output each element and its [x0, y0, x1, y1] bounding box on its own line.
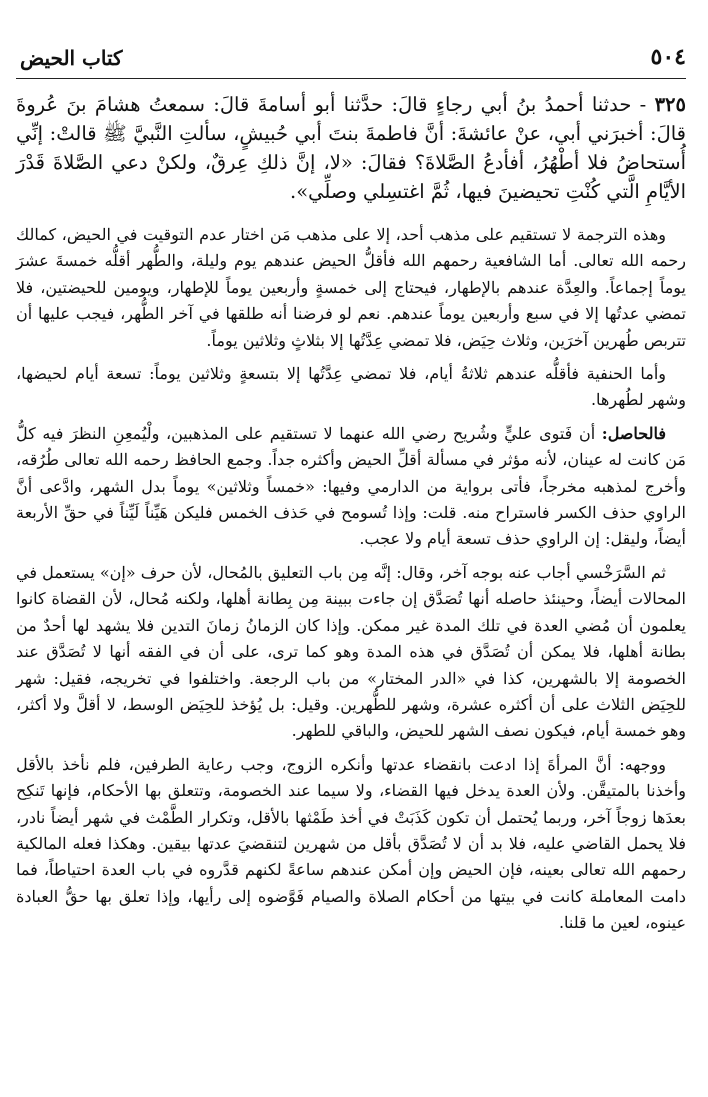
paragraph-text: ثم السَّرَخْسي أجاب عنه بوجه آخر، وقال: إنَّه مِن باب التعليق بالمُحال، لأن حرف «إن» يستعمل في المحالات أيضاً، وحينئذ حاصله أنها تُصَدَّق إن جاءت ببينة مِن بِطانة أهلها، ولكنه مُحال، لأن القضاة كانوا يعلمون أن مُضي العدة في تلك المدة غير ممكن. وإذا كان الزمانُ زمانَ التدين فلا يشهد لها أحدٌ من بطانة أهلها، فلا يمكن أن تُصَدَّق في هذه المدة وهو كما ترى، على أن في الفقه أنها لا تُصَدَّق عند الخصومة إلا بالشهرين، كذا في «الدر المختار» من باب الرجعة. واختلفوا في تخريجه، فقيل: شهر للحِيَض الثلاث على أن أكثره عشرة، وشهر للطُّهرين. وقيل: بل يُؤخذ للحِيَض الوسط، لا أقلَّ ولا أكثر، وهو خمسة أيام، فيكون نصف الشهر للحيض، والباقي للطهر.: [16, 562, 687, 741]
hadith-number: ٣٢٥: [654, 93, 686, 116]
commentary-paragraph: [16, 361, 686, 414]
commentary-paragraph: [16, 421, 686, 553]
paragraph-lead: فالحاصل:: [601, 423, 666, 443]
hadith-text: - حدثنا أحمدُ بنُ أبي رجاءٍ قالَ: حدَّثنا أبو أسامةَ قالَ: سمعتُ هشامَ بنَ عُروةَ قالَ: أخبرَني أبي، عنْ عائشةَ: أنَّ فاطمةَ بنتَ أبي حُبيشٍ، سألتِ النَّبيَّ ﷺ قالتْ: إنِّي أُستحاضُ فلا أطْهُرُ، أفأدعُ الصَّلاةَ؟ فقالَ: «لا، إنَّ ذلكِ عِرقٌ، ولكنْ دعي الصَّلاةَ قَدْرَ الأيَّامِ الَّتي كُنْتِ تحيضينَ فيها، ثُمَّ اغتسِلي وصلِّي».: [16, 93, 686, 203]
paragraph-text: أن فَتوى عليٍّ وشُريح رضي الله عنهما لا تستقيم على المذهبين، ولْيُمعِنِ النظرَ فيه كلُّ مَن كانت له عينان، لأنه مؤثر في مسألة أقلِّ الحيض وأكثره جداً. وجمع الحافظ رحمه الله تعالى طُرُقه، وأخرج لمذهبه مخرجاً، فأتى برواية من الدارمي وفيها: «خمساً وثلاثين» يوماً بدل الشهر، وادَّعى أنَّ الراوي حذف الكسر فاستراح منه. قلت: وإذا تُسومح في حَذف الخمس فليكن هَيِّناً لَيِّناً في حقِّ الأربعة أيضاً، وليقل: إن الراوي حذف تسعة أيام ولا عجب.: [16, 423, 686, 549]
hadith-block: [16, 90, 686, 206]
paragraph-text: ووجهه: أنَّ المرأةَ إذا ادعت بانقضاء عدتها وأنكره الزوج، وجب رعاية الطرفين، فلم نأخذ بالأقل وأخذنا بالمتيقَّن. ولأن العدة يدخل فيها القضاء، ولا سيما عند الخصومة، وتتعلق بها الأحكام، فإنها تَنكِح بعدَها زوجاً آخر، وربما يُحتمل أن تكون كَذَبَتْ في أخذ طَمْثها بالأقل، وتكرار الطَّمْث في شهر أيضاً نادر، فلا يحمل القاضي عليه، فلا بد أن لا تُصَدَّق بأقل من شهرين لتنقضيَ عدتها بيقين. وهكذا فعله المالكية رحمهم الله تعالى بعينه، فإن الحيض وإن أمكن عندهم ساعةً لكنهم قدَّروه في باب العدة احتياطاً، فما دامت المعاملة كانت في بيتها من أحكام الصلاة والصيام فَوَّضوه إلى رأيها، وإذا تعلق بها حقُّ العبادة عينوه، لعين ما قلنا.: [16, 754, 687, 933]
commentary-paragraph: [16, 752, 686, 937]
commentary-paragraph: [16, 560, 686, 745]
commentary: [16, 222, 686, 944]
page-number: ٥٠٤: [650, 44, 686, 70]
book-page: [16, 0, 686, 1097]
commentary-paragraph: [16, 222, 686, 354]
paragraph-text: وهذه الترجمة لا تستقيم على مذهب أحد، إلا على مذهب مَن اختار عدم التوقيت في الحيض، كمالك رحمه الله تعالى. أما الشافعية رحمهم الله فأقلُّ الحيض عندهم يوم وليلة، والطُّهر أقلُّه خمسةَ عشرَ يوماً إجماعاً. والعِدَّة عندهم بالإطهار، فيحتاج إلى خمسةٍ وأربعين يوماً للإطهار، ويومين للحيضتين، فلا تمضي عدتُها إلا في سبع وأربعين يوماً عندهم. نعم لو فرضنا أنه طلقها في آخر الطُّهر، فيجب عليها أن تتربص طُهرين آخرَين، وثلاث حِيَض، فلا تمضي عِدَّتُها إلا بثلاثٍ وثلاثين يوماً.: [16, 225, 686, 350]
paragraph-text: وأما الحنفية فأقلُّه عندهم ثلاثةُ أيام، فلا تمضي عِدَّتُها إلا بتسعةٍ وثلاثين يوماً: تسعة أيام لحيضها، وشهر لطُهرها.: [16, 364, 686, 410]
book-title: كتاب الحيض: [20, 46, 123, 70]
page-header: [16, 40, 686, 79]
